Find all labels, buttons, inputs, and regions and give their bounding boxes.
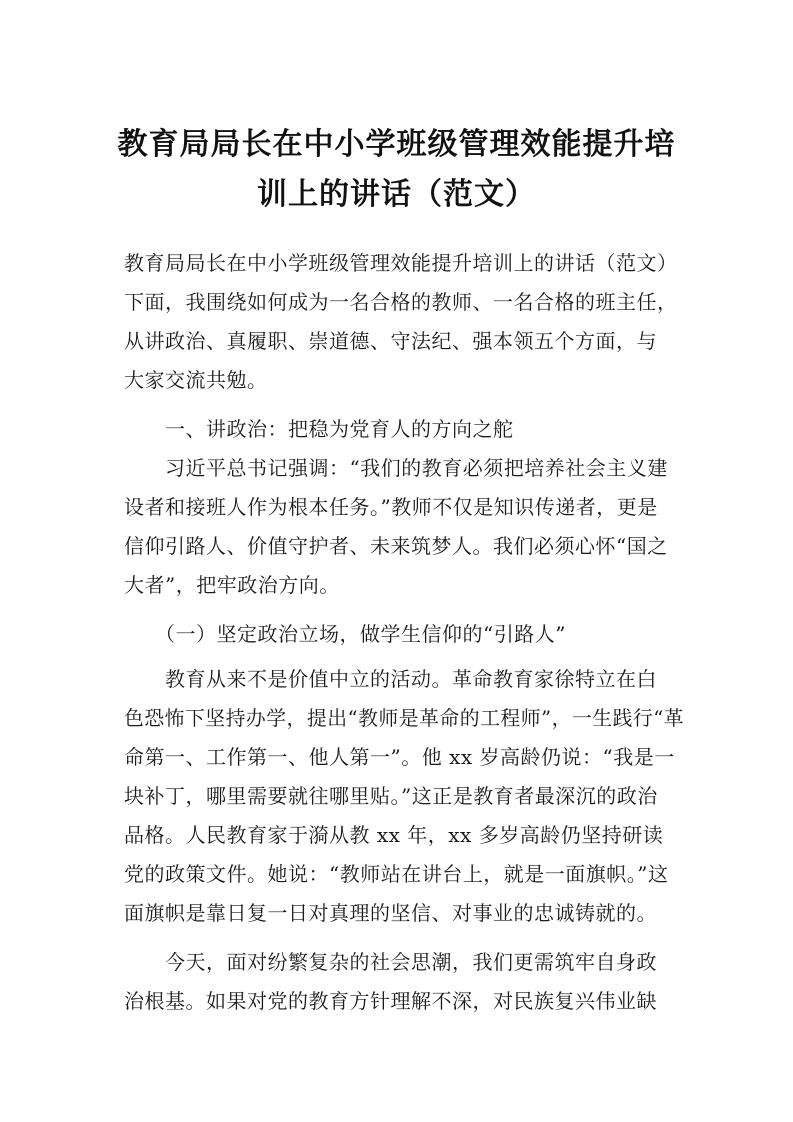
text-line-9: 大者”，把牢政治方向。 — [124, 573, 340, 597]
text-line-3: 从讲政治、真履职、崇道德、守法纪、强本领五个方面，与 — [124, 329, 657, 353]
text-line-15: 品格。人民教育家于漪从教 xx 年，xx 多岁高龄仍坚持研读 — [124, 823, 664, 847]
text-line-16: 党的政策文件。她说：“教师站在讲台上，就是一面旗帜。”这 — [124, 862, 669, 886]
section-heading-1: 一、讲政治：把稳为党育人的方向之舵 — [124, 417, 514, 441]
text-line-12: 色恐怖下坚持办学，提出“教师是革命的工程师”，一生践行“革 — [124, 706, 685, 730]
text-line-7: 设者和接班人作为根本任务。”教师不仅是知识传递者，更是 — [124, 495, 658, 519]
text-line-8: 信仰引路人、价值守护者、未来筑梦人。我们必须心怀“国之 — [124, 534, 668, 558]
document-title-line-2: 训上的讲话（范文） — [257, 177, 536, 212]
subsection-heading-1: （一）坚定政治立场，做学生信仰的“引路人” — [124, 622, 566, 646]
text-line-18: 今天，面对纷繁复杂的社会思潮，我们更需筑牢自身政 — [124, 950, 657, 974]
text-line-14: 块补丁，哪里需要就往哪里贴。”这正是教育者最深沉的政治 — [124, 784, 658, 808]
document-title-line-1: 教育局局长在中小学班级管理效能提升培 — [117, 127, 676, 162]
text-line-4: 大家交流共勉。 — [124, 368, 268, 392]
text-line-17: 面旗帜是靠日复一日对真理的坚信、对事业的忠诚铸就的。 — [124, 901, 657, 925]
text-line-6: 习近平总书记强调：“我们的教育必须把培养社会主义建 — [124, 456, 668, 480]
text-line-1: 教育局局长在中小学班级管理效能提升培训上的讲话（范文） — [124, 251, 678, 275]
text-line-19: 治根基。如果对党的教育方针理解不深，对民族复兴伟业缺 — [124, 989, 657, 1013]
text-line-13: 命第一、工作第一、他人第一”。他 xx 岁高龄仍说：“我是一 — [124, 745, 675, 769]
text-line-11: 教育从来不是价值中立的活动。革命教育家徐特立在白 — [124, 667, 657, 691]
text-line-2: 下面，我围绕如何成为一名合格的教师、一名合格的班主任， — [124, 290, 678, 314]
